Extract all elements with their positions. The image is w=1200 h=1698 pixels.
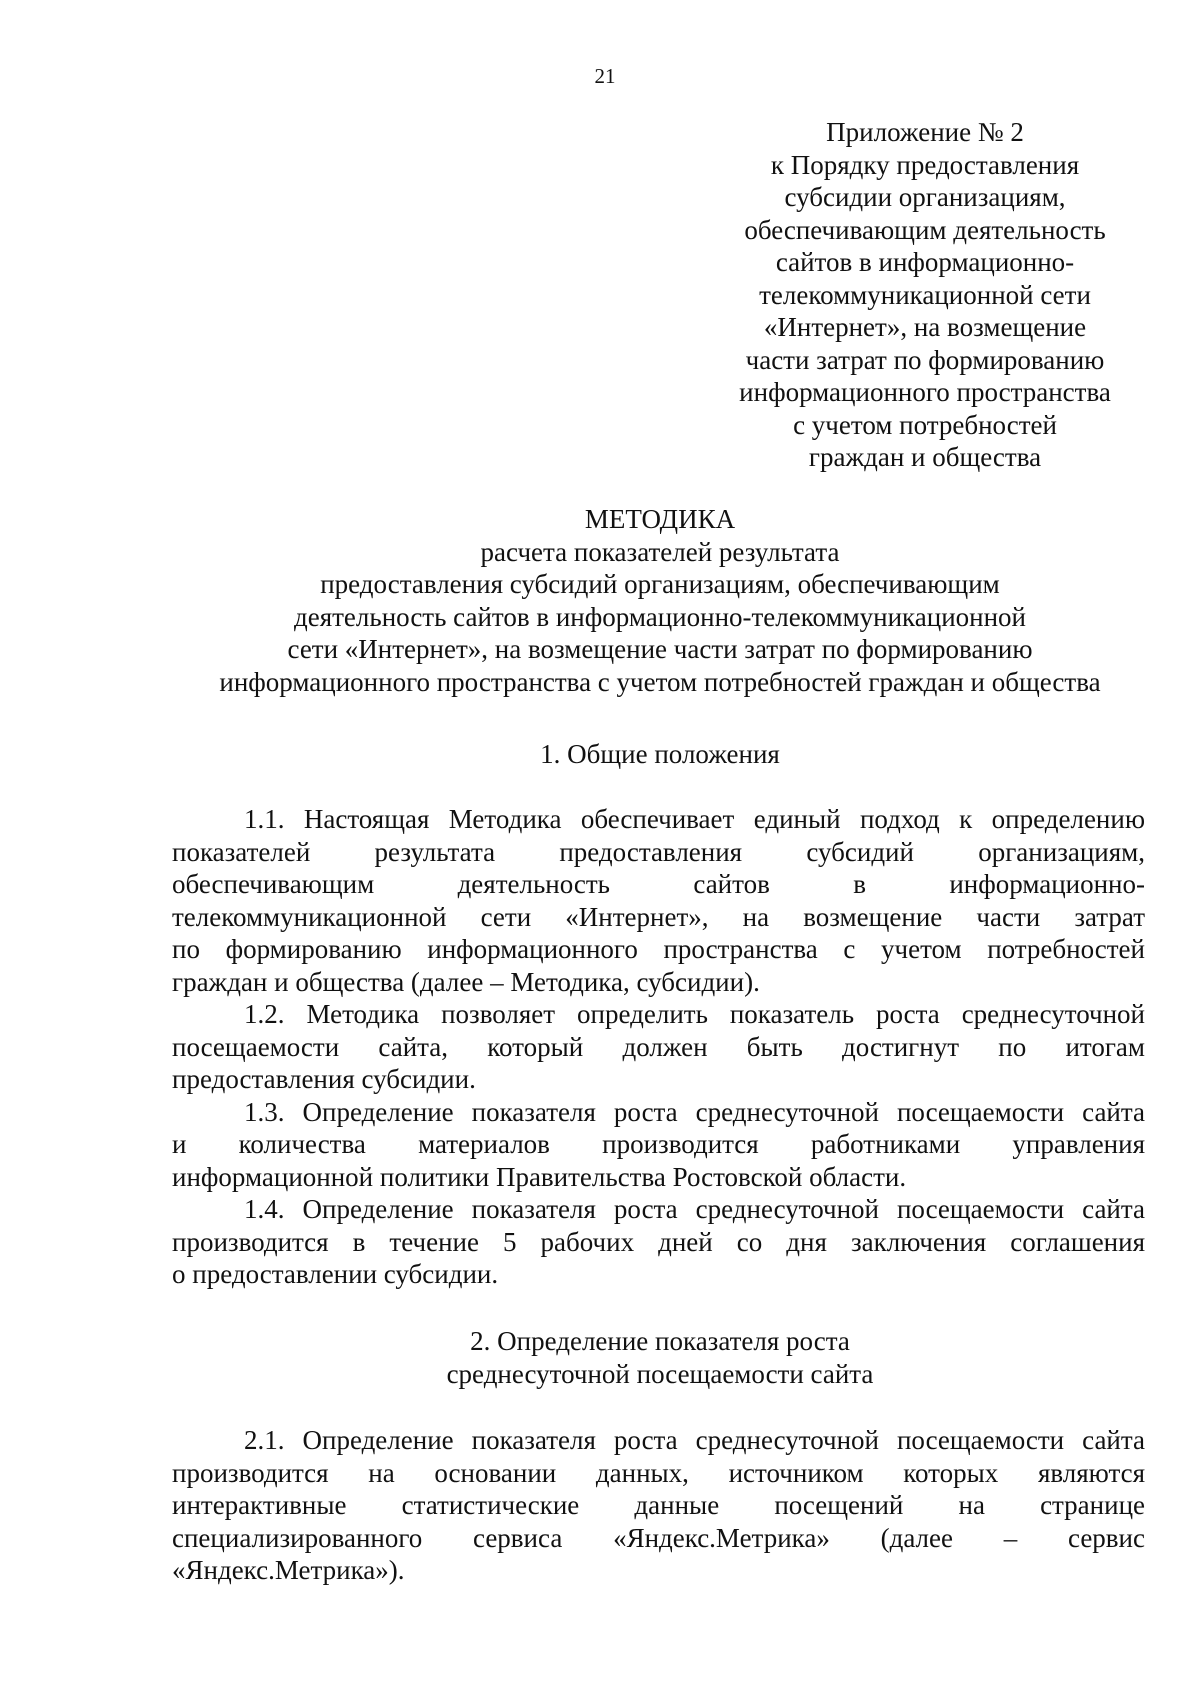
text-line: интерактивные статистические данные посещений на странице	[172, 1490, 1145, 1520]
text-line: обеспечивающим деятельность сайтов в информационно-	[172, 869, 1145, 899]
title-heading: МЕТОДИКА	[584, 504, 736, 534]
title-line: сети «Интернет», на возмещение части затрат по формированию	[287, 634, 1033, 664]
annex-line: обеспечивающим деятельность	[744, 214, 1106, 245]
text-line: и количества материалов производится работниками управления	[172, 1129, 1145, 1159]
text-line: специализированного сервиса «Яндекс.Метрика» (далее – сервис	[172, 1522, 1145, 1553]
annex-header	[700, 116, 1150, 474]
annex-line: к Порядку предоставления	[770, 149, 1080, 180]
section-heading-line: 2. Определение показателя роста	[470, 1326, 850, 1356]
annex-line: граждан и общества	[808, 442, 1042, 472]
section-2-body	[172, 1424, 1145, 1587]
text-line: 1.4. Определение показателя роста среднесуточной посещаемости сайта	[244, 1194, 1145, 1224]
annex-line: сайтов в информационно-	[775, 247, 1075, 277]
section-heading-line: среднесуточной посещаемости сайта	[446, 1359, 874, 1389]
text-line: телекоммуникационной сети «Интернет», на возмещение части затрат	[172, 901, 1145, 932]
section-1-heading	[150, 738, 1170, 771]
annex-line: субсидии организациям,	[784, 182, 1066, 212]
annex-line: части затрат по формированию	[745, 344, 1105, 375]
annex-line: информационного пространства	[739, 377, 1111, 407]
paragraph-1-3	[172, 1096, 1145, 1194]
text-line: производится на основании данных, источником которых являются	[172, 1457, 1145, 1488]
text-line: информационной политики Правительства Ростовской области.	[172, 1161, 907, 1192]
title-line: деятельность сайтов в информационно-телекоммуникационной	[293, 601, 1026, 632]
text-line: 2.1. Определение показателя роста среднесуточной посещаемости сайта	[244, 1425, 1145, 1455]
title-line: расчета показателей результата	[480, 536, 840, 567]
section-1-body	[172, 803, 1145, 1291]
text-line: 1.3. Определение показателя роста среднесуточной посещаемости сайта	[244, 1096, 1145, 1127]
document-title	[150, 503, 1170, 698]
text-line: «Яндекс.Метрика»).	[172, 1555, 405, 1585]
text-line: показателей результата предоставления субсидий организациям,	[172, 836, 1145, 867]
paragraph-2-1	[172, 1424, 1145, 1587]
text-line: 1.1. Настоящая Методика обеспечивает единый подход к определению	[244, 804, 1145, 834]
text-line: о предоставлении субсидии.	[172, 1259, 499, 1289]
title-line: предоставления субсидий организациям, обеспечивающим	[320, 569, 1000, 599]
annex-line: «Интернет», на возмещение	[763, 312, 1087, 342]
text-line: посещаемости сайта, который должен быть достигнут по итогам	[172, 1031, 1145, 1062]
paragraph-1-2	[172, 998, 1145, 1096]
annex-line: Приложение № 2	[826, 117, 1024, 147]
annex-line: с учетом потребностей	[793, 409, 1057, 440]
page-number: 21	[594, 64, 616, 88]
section-heading-line: 1. Общие положения	[540, 739, 780, 769]
text-line: производится в течение 5 рабочих дней со дня заключения соглашения	[172, 1226, 1145, 1257]
title-line: информационного пространства с учетом потребностей граждан и общества	[219, 666, 1101, 697]
paragraph-1-4	[172, 1193, 1145, 1291]
text-line: по формированию информационного пространства с учетом потребностей	[172, 934, 1145, 964]
annex-line: телекоммуникационной сети	[759, 279, 1091, 310]
text-line: предоставления субсидии.	[172, 1064, 476, 1094]
text-line: граждан и общества (далее – Методика, субсидии).	[172, 966, 760, 997]
text-line: 1.2. Методика позволяет определить показатель роста среднесуточной	[244, 999, 1145, 1029]
paragraph-1-1	[172, 803, 1145, 998]
section-2-heading	[150, 1325, 1170, 1391]
